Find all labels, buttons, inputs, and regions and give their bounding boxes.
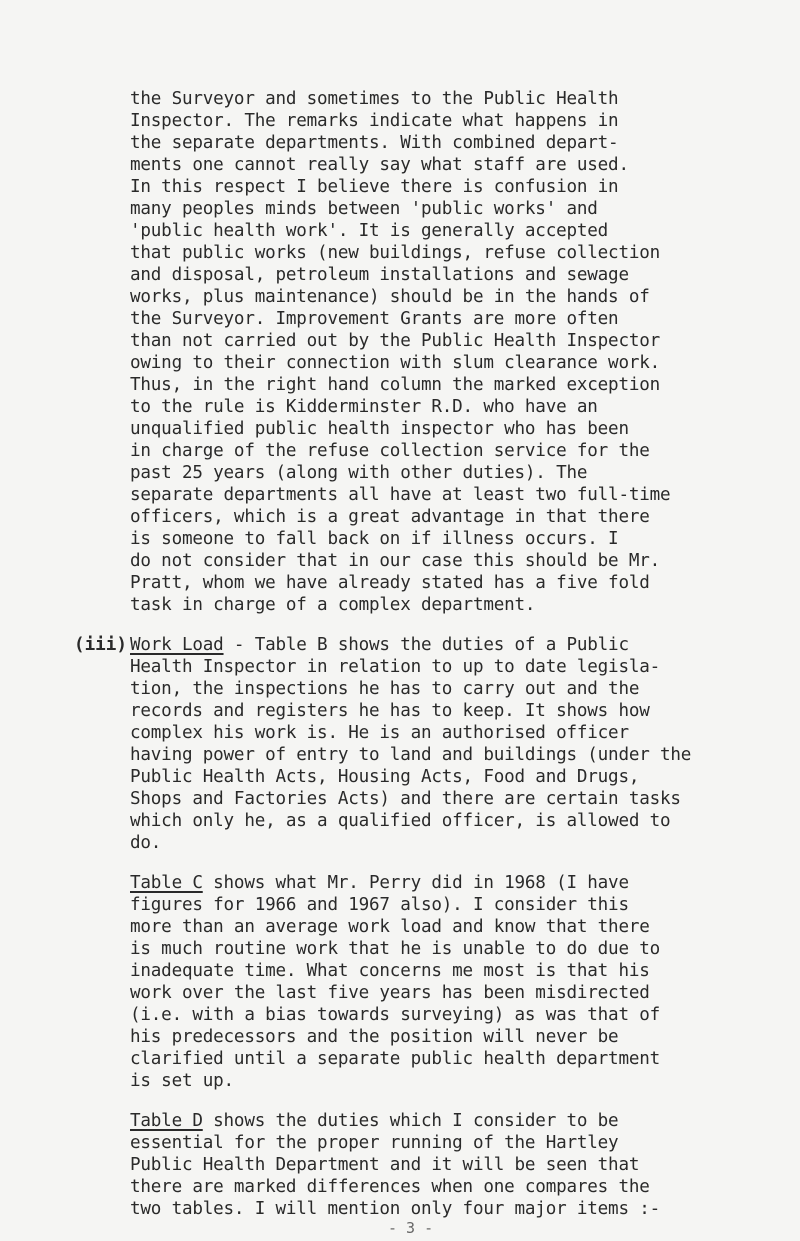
text-line: do. (130, 833, 162, 853)
text-line: the Surveyor and sometimes to the Public Health (130, 89, 619, 109)
text-line: clarified until a separate public health department (130, 1049, 661, 1069)
text-line: which only he, as a qualified officer, is allowed to (130, 811, 671, 831)
text-line: past 25 years (along with other duties). The (130, 463, 588, 483)
text-line: In this respect I believe there is confusion in (130, 177, 619, 197)
text-line: more than an average work load and know that there (130, 917, 650, 937)
text-line: is much routine work that he is unable to do due to (130, 939, 661, 959)
text-line: works, plus maintenance) should be in the hands of (130, 287, 650, 307)
text-line: to the rule is Kidderminster R.D. who have an (130, 397, 598, 417)
section-heading: Work Load (130, 635, 224, 655)
text-line: records and registers he has to keep. It shows how (130, 701, 650, 721)
section-number: (iii) (74, 635, 127, 655)
text-line: ments one cannot really say what staff are used. (130, 155, 629, 175)
text-line: Pratt, whom we have already stated has a five fold (130, 573, 650, 593)
text-line: two tables. I will mention only four major items :- (130, 1199, 661, 1219)
text-line: and disposal, petroleum installations and sewage (130, 265, 629, 285)
text-line: than not carried out by the Public Health Inspector (130, 331, 661, 351)
text-line: inadequate time. What concerns me most is that his (130, 961, 650, 981)
text-line: unqualified public health inspector who has been (130, 419, 629, 439)
text-line: Thus, in the right hand column the marked exception (130, 375, 661, 395)
text-line: that public works (new buildings, refuse collection (130, 243, 661, 263)
text-line: 'public health work'. It is generally accepted (130, 221, 609, 241)
text-line: task in charge of a complex department. (130, 595, 536, 615)
text-line: separate departments all have at least two full-time (130, 485, 671, 505)
text-line: the Surveyor. Improvement Grants are more often (130, 309, 619, 329)
text-line: Inspector. The remarks indicate what happens in (130, 111, 619, 131)
text-line: the separate departments. With combined depart- (130, 133, 619, 153)
text-line (130, 1110, 618, 1132)
text-line: essential for the proper running of the Hartley (130, 1133, 619, 1153)
text-line: there are marked differences when one compares the (130, 1177, 650, 1197)
text-line: is set up. (130, 1071, 234, 1091)
heading-continuation: - Table B shows the duties of a Public (223, 635, 629, 655)
text-line: his predecessors and the position will never be (130, 1027, 619, 1047)
text-line: officers, which is a great advantage in that there (130, 507, 650, 527)
text-line (130, 872, 629, 894)
text-line: having power of entry to land and buildings (under the (130, 745, 692, 765)
text-line: tion, the inspections he has to carry out and the (130, 679, 640, 699)
text-line: do not consider that in our case this should be Mr. (130, 551, 661, 571)
heading-continuation: shows the duties which I consider to be (202, 1111, 619, 1131)
table-d-heading: Table D (130, 1111, 203, 1131)
text-line: figures for 1966 and 1967 also). I consider this (130, 895, 629, 915)
text-line: work over the last five years has been misdirected (130, 983, 650, 1003)
text-line: is someone to fall back on if illness occurs. I (130, 529, 619, 549)
text-line: many peoples minds between 'public works' and (130, 199, 598, 219)
text-line: complex his work is. He is an authorised officer (130, 723, 629, 743)
table-c-heading: Table C (130, 873, 203, 893)
text-line: in charge of the refuse collection service for the (130, 441, 650, 461)
text-line: Public Health Department and it will be seen that (130, 1155, 640, 1175)
text-line: Shops and Factories Acts) and there are certain tasks (130, 789, 681, 809)
text-line (130, 634, 629, 656)
text-line: owing to their connection with slum clearance work. (130, 353, 661, 373)
heading-continuation: shows what Mr. Perry did in 1968 (I have (202, 873, 629, 893)
text-line: Public Health Acts, Housing Acts, Food and Drugs, (130, 767, 640, 787)
text-line: (i.e. with a bias towards surveying) as was that of (130, 1005, 661, 1025)
page-number: - 3 - (388, 1219, 434, 1237)
text-line: Health Inspector in relation to up to date legisla- (130, 657, 661, 677)
